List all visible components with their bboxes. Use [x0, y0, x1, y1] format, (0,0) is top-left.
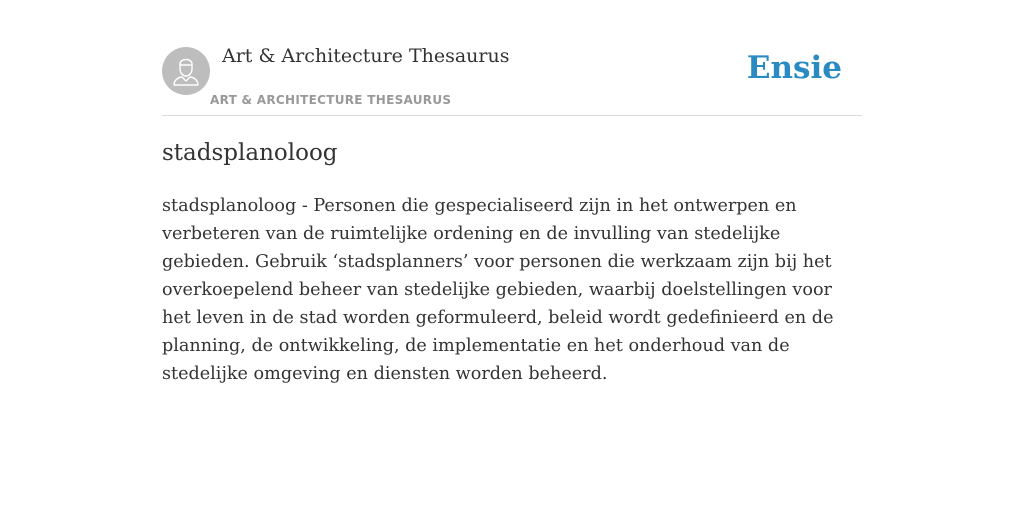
entry-term: stadsplanoloog: [162, 140, 338, 166]
avatar[interactable]: [162, 47, 210, 95]
entry-header: [162, 0, 862, 116]
entry-definition: stadsplanoloog - Personen die gespecialiseerd zijn in het ontwerpen en verbeteren van de ruimtelijke ordening en de invulling van stedelijke gebieden. Gebruik ‘stadsplanners’ voor personen die werkzaam zijn bij het overkoepelend beheer van stedelijke gebieden, waarbij doelstellingen voor het leven in de stad worden geformuleerd, beleid wordt gedefinieerd en de planning, de ontwikkeling, de implementatie en het onderhoud van de stedelijke omgeving en diensten worden beheerd.: [162, 196, 834, 384]
source-subtitle[interactable]: ART & ARCHITECTURE THESAURUS: [210, 93, 452, 107]
entry-card: [162, 0, 862, 384]
ensie-logo[interactable]: Ensie: [746, 50, 842, 86]
source-title[interactable]: Art & Architecture Thesaurus: [222, 45, 510, 67]
user-silhouette-icon: [162, 47, 210, 95]
